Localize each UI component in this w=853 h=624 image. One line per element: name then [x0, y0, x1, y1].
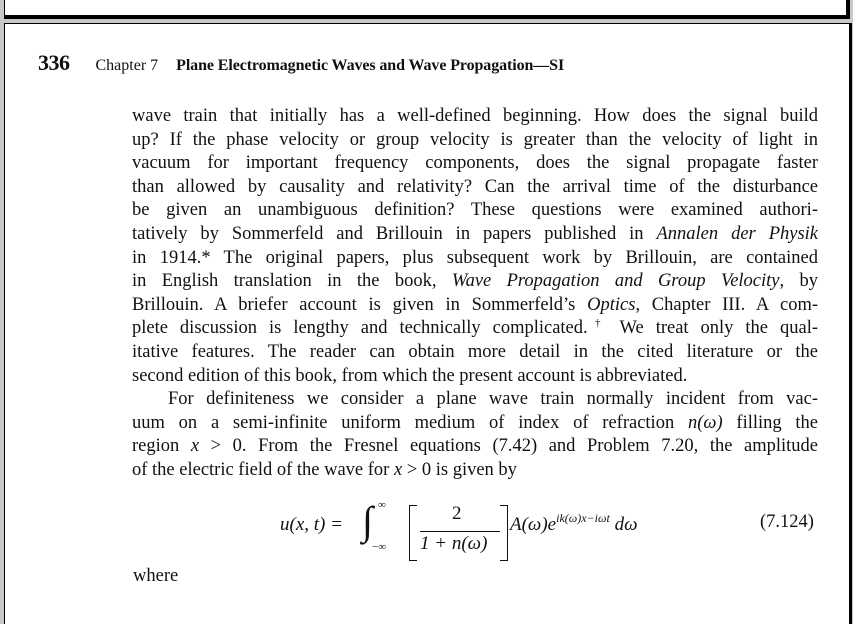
journal-title: Annalen der Physik: [656, 223, 819, 244]
display-equation: [280, 497, 840, 567]
rhs-base: A(ω)e: [510, 514, 557, 535]
previous-page-edge: [4, 0, 850, 19]
text-line: up? If the phase velocity or group velocity is greater than the velocity of light in: [132, 129, 818, 150]
right-bracket: [500, 505, 508, 561]
text-segment: uum on a semi-infinite uniform medium of index of refraction: [132, 412, 675, 433]
text-segment: of the electric field of the wave for: [132, 459, 390, 480]
text-line: [132, 270, 818, 294]
text-line: [132, 294, 818, 318]
exponent: ik(ω)x−iωt: [556, 511, 610, 525]
footnote-dagger: †: [587, 317, 608, 330]
fraction-denominator: [420, 533, 487, 555]
left-bracket: [409, 505, 417, 561]
trailing-text: where: [133, 566, 179, 586]
math-inline: n(ω): [687, 412, 723, 433]
text-line: wave train that initially has a well-defined beginning. How does the signal build: [132, 106, 818, 126]
text-segment: tatively by Sommerfeld and Brillouin in papers published in: [132, 223, 644, 244]
math-inline: x: [190, 436, 200, 457]
equation-lhs-text: u(x, t) =: [280, 514, 343, 535]
text-segment: in English translation in the book,: [132, 271, 437, 292]
text-line: For definiteness we consider a plane wave train normally incident from vac-: [168, 389, 818, 410]
text-segment: , by: [779, 271, 818, 292]
text-line: [132, 223, 818, 247]
text-line: itative features. The reader can obtain more detail in the cited literature or the: [132, 341, 818, 362]
chapter-title: Plane Electromagnetic Waves and Wave Propagation—SI: [176, 57, 565, 74]
text-line: second edition of this book, from which the present account is abbreviated.: [132, 365, 688, 386]
text-segment: plete discussion is lengthy and technically complicated.: [132, 318, 588, 339]
running-head: [38, 50, 564, 76]
equation-lhs: [280, 514, 343, 536]
text-segment: We treat only the qual-: [607, 318, 818, 339]
text-segment: > 0 is given by: [402, 459, 517, 480]
page-number: 336: [38, 50, 70, 75]
chapter-label: Chapter 7: [95, 57, 159, 74]
equation-rhs: [510, 511, 638, 536]
text-line: [132, 459, 818, 483]
body-paragraphs: [132, 105, 818, 483]
integral-sign: ∫: [362, 498, 373, 543]
equation-number: (7.124): [760, 512, 814, 532]
text-line: [132, 412, 818, 436]
text-line: in 1914.* The original papers, plus subsequent work by Brillouin, are contained: [132, 247, 818, 268]
integral-lower-limit: −∞: [372, 541, 387, 553]
text-segment: Brillouin. A briefer account is given in Sommerfeld’s: [132, 294, 576, 315]
book-title: Optics: [587, 294, 636, 315]
text-line: [132, 435, 818, 459]
text-line: than allowed by causality and relativity? Can the arrival time of the disturbance: [132, 176, 818, 197]
book-title: Wave Propagation and Group Velocity: [451, 271, 780, 292]
math-inline: x: [393, 459, 403, 480]
text-segment: > 0. From the Fresnel equations (7.42) and Problem 7.20, the amplitude: [199, 436, 818, 457]
text-segment: region: [132, 436, 180, 457]
integral-upper-limit: ∞: [378, 499, 386, 511]
text-line: vacuum for important frequency components, does the signal propagate faster: [132, 153, 818, 174]
text-line: be given an unambiguous definition? These questions were examined authori-: [132, 200, 818, 221]
text-segment: filling the: [722, 412, 819, 433]
denominator-text: 1 + n(ω): [420, 533, 488, 554]
fraction-numerator: 2: [452, 503, 462, 524]
text-segment: , Chapter III. A com-: [635, 294, 819, 315]
differential: dω: [609, 514, 638, 535]
text-line: [132, 317, 818, 341]
